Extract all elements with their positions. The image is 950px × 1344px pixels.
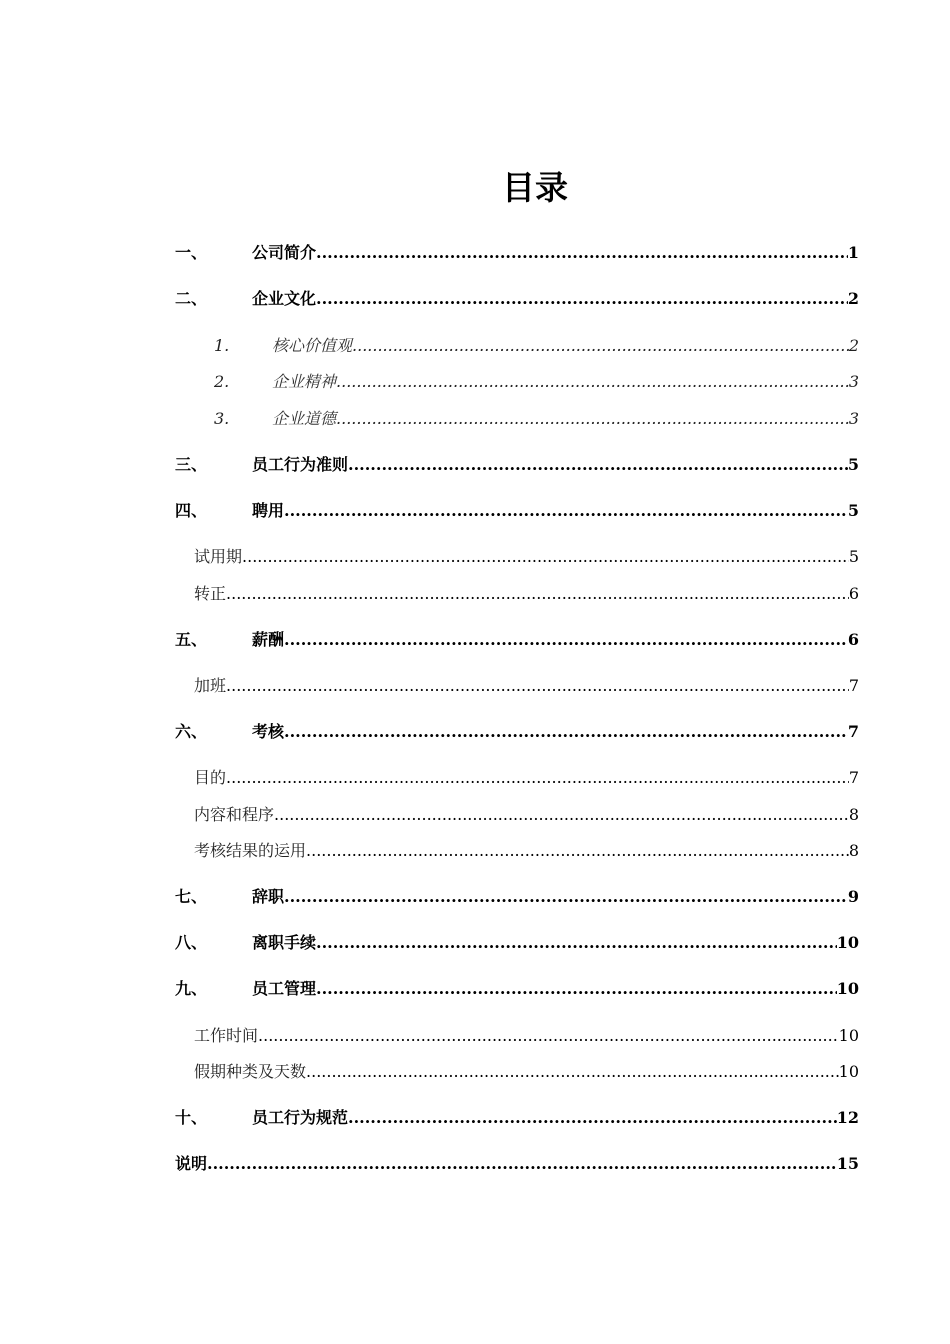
toc-entry[interactable] — [175, 885, 859, 909]
toc-entry-number: 五、 — [175, 630, 208, 649]
toc-entry-label: 员工行为准则 — [252, 455, 349, 474]
dot-leader — [348, 453, 848, 477]
dot-leader — [226, 582, 849, 606]
toc-entry-number: 二、 — [175, 289, 208, 308]
toc-entry-label: 公司简介 — [252, 243, 317, 262]
toc-entry-page: 15 — [836, 1154, 859, 1173]
toc-entry-number: 四、 — [175, 501, 208, 520]
dot-leader — [284, 720, 848, 744]
toc-entry-label: 加班 — [194, 676, 227, 695]
dot-leader — [316, 287, 848, 311]
dot-leader — [348, 1106, 837, 1130]
toc-entry-label: 企业文化 — [252, 289, 317, 308]
toc-entry[interactable] — [194, 545, 859, 569]
toc-entry[interactable] — [175, 931, 859, 955]
dot-leader — [207, 1152, 837, 1176]
toc-entry[interactable] — [175, 453, 859, 477]
toc-entry-page: 10 — [836, 979, 859, 998]
toc-entry-page: 5 — [847, 455, 859, 474]
toc-entry-number: 1. — [214, 336, 230, 355]
toc-entry-label: 考核结果的运用 — [194, 841, 307, 860]
dot-leader — [284, 499, 848, 523]
toc-entry-label: 企业道德 — [272, 409, 337, 428]
toc-entry-number: 九、 — [175, 979, 208, 998]
toc-entry-page: 8 — [848, 805, 859, 824]
dot-leader — [336, 407, 849, 431]
toc-entry[interactable] — [194, 766, 859, 790]
toc-entry-page: 8 — [848, 841, 859, 860]
toc-entry-page: 10 — [838, 1026, 859, 1045]
toc-entry-label: 员工管理 — [252, 979, 317, 998]
toc-entry-page: 6 — [848, 584, 859, 603]
toc-entry-label: 试用期 — [194, 547, 243, 566]
dot-leader — [226, 766, 849, 790]
dot-leader — [306, 839, 849, 863]
toc-entry-number: 八、 — [175, 933, 208, 952]
toc-entry-label: 薪酬 — [252, 630, 285, 649]
toc-entry[interactable] — [175, 1106, 859, 1130]
toc-entry[interactable] — [175, 977, 859, 1001]
toc-entry-page: 10 — [838, 1062, 859, 1081]
toc-entry-number: 3. — [214, 409, 230, 428]
dot-leader — [242, 545, 849, 569]
toc-entry-page: 5 — [847, 501, 859, 520]
dot-leader — [306, 1060, 839, 1084]
dot-leader — [336, 370, 849, 394]
toc-entry-label: 内容和程序 — [194, 805, 275, 824]
dot-leader — [316, 931, 837, 955]
toc-entry-label: 考核 — [252, 722, 285, 741]
toc-entry-label: 员工行为规范 — [252, 1108, 349, 1127]
dot-leader — [352, 334, 849, 358]
toc-entry-label: 说明 — [175, 1154, 208, 1173]
dot-leader — [274, 803, 849, 827]
dot-leader — [226, 674, 849, 698]
toc-entry-number: 十、 — [175, 1108, 208, 1127]
toc-entry[interactable] — [194, 1024, 859, 1048]
toc-entry[interactable] — [194, 803, 859, 827]
toc-entry-label: 假期种类及天数 — [194, 1062, 307, 1081]
toc-entry-page: 2 — [847, 289, 859, 308]
toc-entry-page: 9 — [847, 887, 859, 906]
toc-entry[interactable] — [214, 334, 859, 358]
toc-entry-page: 2 — [848, 336, 859, 355]
toc-entry[interactable] — [175, 287, 859, 311]
toc-entry[interactable] — [214, 370, 859, 394]
toc-entry-label: 离职手续 — [252, 933, 317, 952]
dot-leader — [258, 1024, 839, 1048]
toc-entry-number: 一、 — [175, 243, 208, 262]
toc-entry-number: 三、 — [175, 455, 208, 474]
dot-leader — [316, 241, 848, 265]
toc-entry-number: 六、 — [175, 722, 208, 741]
toc-entry[interactable] — [175, 499, 859, 523]
toc-entry-label: 转正 — [194, 584, 227, 603]
toc-entry-page: 6 — [847, 630, 859, 649]
toc-entry[interactable] — [175, 241, 859, 265]
toc-entry[interactable] — [194, 582, 859, 606]
dot-leader — [316, 977, 837, 1001]
toc-entry[interactable] — [194, 839, 859, 863]
toc-entry-label: 工作时间 — [194, 1026, 259, 1045]
toc-entry-label: 目的 — [194, 768, 227, 787]
toc-entry[interactable] — [194, 1060, 859, 1084]
toc-entry[interactable] — [175, 720, 859, 744]
toc-entry-page: 3 — [848, 372, 859, 391]
toc-entry-label: 企业精神 — [272, 372, 337, 391]
toc-entry-label: 辞职 — [252, 887, 285, 906]
toc-entry[interactable] — [214, 407, 859, 431]
toc-entry[interactable] — [194, 674, 859, 698]
toc-entry[interactable] — [175, 628, 859, 652]
toc-entry-page: 3 — [848, 409, 859, 428]
toc-entry[interactable] — [175, 1152, 859, 1176]
toc-entry-page: 1 — [847, 243, 859, 262]
toc-entry-page: 7 — [848, 676, 859, 695]
toc-entry-number: 七、 — [175, 887, 208, 906]
dot-leader — [284, 628, 848, 652]
toc-entry-page: 5 — [848, 547, 859, 566]
toc-entry-page: 7 — [847, 722, 859, 741]
toc-entry-number: 2. — [214, 372, 230, 391]
toc-entry-page: 12 — [836, 1108, 859, 1127]
toc-entry-label: 聘用 — [252, 501, 285, 520]
dot-leader — [284, 885, 848, 909]
toc-entry-page: 7 — [848, 768, 859, 787]
toc-title: 目录 — [502, 168, 568, 207]
toc-entry-page: 10 — [836, 933, 859, 952]
toc-entry-label: 核心价值观 — [272, 336, 353, 355]
